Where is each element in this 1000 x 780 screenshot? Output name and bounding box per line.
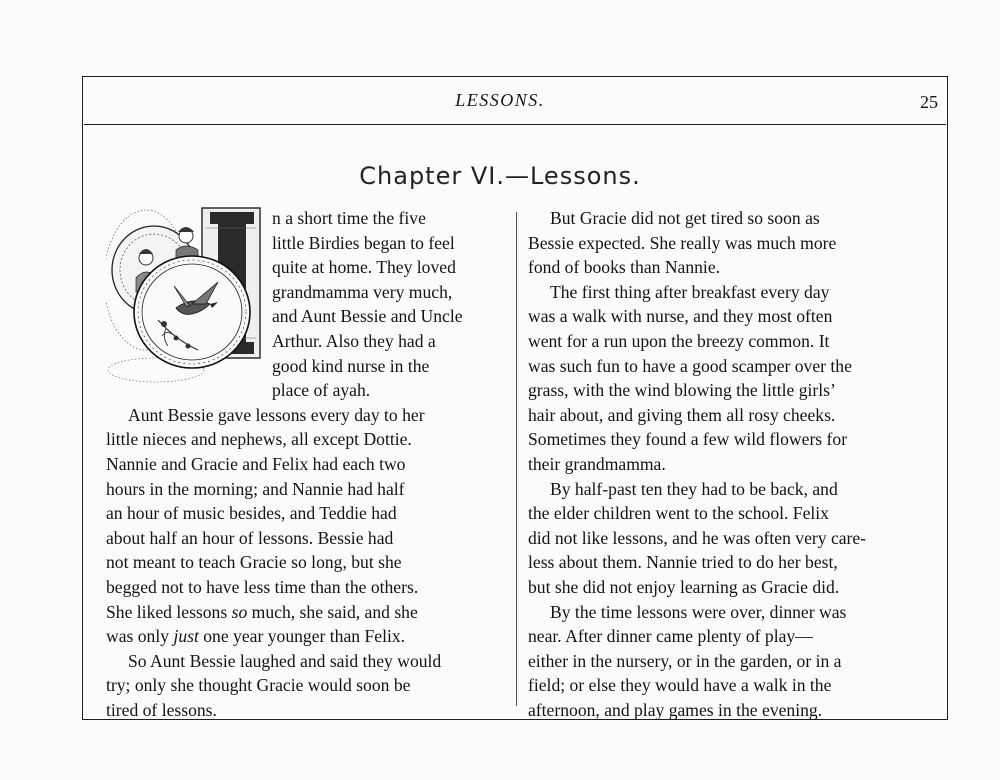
text-line: quite at home. They loved xyxy=(272,257,456,278)
text-line: grandmamma very much, xyxy=(272,281,453,302)
text-line: good kind nurse in the xyxy=(272,355,430,376)
text-line: begged not to have less time than the others. xyxy=(106,576,419,597)
text-line: an hour of music besides, and Teddie had xyxy=(106,503,397,524)
text-line: not meant to teach Gracie so long, but she xyxy=(106,552,402,573)
right-column xyxy=(528,206,926,722)
text-line: Bessie expected. She really was much more xyxy=(528,232,837,253)
text-line: The first thing after breakfast every day xyxy=(550,281,830,302)
text-line: fond of books than Nannie. xyxy=(528,257,721,278)
text-line: Nannie and Gracie and Felix had each two xyxy=(106,453,406,474)
text-line: By half-past ten they had to be back, and xyxy=(550,478,838,499)
text-fragment: much, she said, and she xyxy=(247,601,418,622)
text-line: Aunt Bessie gave lessons every day to her xyxy=(128,404,425,425)
emphasis: just xyxy=(173,626,199,647)
emphasis: so xyxy=(231,601,248,622)
text-line: But Gracie did not get tired so soon as xyxy=(550,208,820,228)
text-line: hours in the morning; and Nannie had half xyxy=(106,478,405,499)
text-line: little nieces and nephews, all except Dottie. xyxy=(106,429,412,450)
paragraph xyxy=(106,649,508,723)
text-line: try; only she thought Gracie would soon be xyxy=(106,675,411,696)
text-line: By the time lessons were over, dinner was xyxy=(550,601,847,622)
text-line: and Aunt Bessie and Uncle xyxy=(272,306,463,327)
text-line: either in the nursery, or in the garden, or in a xyxy=(528,650,842,671)
text-line: was such fun to have a good scamper over the xyxy=(528,355,852,376)
running-head: LESSONS. xyxy=(455,90,545,110)
text-fragment: one year younger than Felix. xyxy=(198,626,406,647)
text-line: tired of lessons. xyxy=(106,699,217,720)
paragraph xyxy=(528,600,926,723)
text-line: near. After dinner came plenty of play— xyxy=(528,626,813,647)
text-line: did not like lessons, and he was often very care- xyxy=(528,527,867,548)
text-line: Sometimes they found a few wild flowers for xyxy=(528,429,848,450)
text-line: went for a run upon the breezy common. It xyxy=(528,330,830,351)
text-line: n a short time the five xyxy=(272,208,426,228)
text-line: less about them. Nannie tried to do her best, xyxy=(528,552,838,573)
decorative-initial-illustration xyxy=(106,200,266,390)
paragraph xyxy=(528,206,926,280)
dropcap-illustration xyxy=(106,200,266,390)
text-fragment: was only xyxy=(106,626,174,647)
text-line: place of ayah. xyxy=(272,380,371,401)
paragraph xyxy=(106,403,508,649)
text-fragment: She liked lessons xyxy=(106,601,232,622)
text-line: afternoon, and play games in the evening. xyxy=(528,699,823,720)
text-line: the elder children went to the school. Felix xyxy=(528,503,829,524)
paragraph xyxy=(528,280,926,477)
text-line: field; or else they would have a walk in the xyxy=(528,675,832,696)
column-divider xyxy=(516,212,517,706)
page-number: 25 xyxy=(920,92,938,112)
text-line: their grandmamma. xyxy=(528,453,666,474)
text-line: about half an hour of lessons. Bessie had xyxy=(106,527,394,548)
text-line: Arthur. Also they had a xyxy=(272,330,436,351)
text-line: little Birdies began to feel xyxy=(272,232,455,253)
left-column xyxy=(106,206,508,722)
header-rule xyxy=(84,124,946,125)
text-line: hair about, and giving them all rosy cheeks. xyxy=(528,404,836,425)
text-line: So Aunt Bessie laughed and said they would xyxy=(128,650,442,671)
text-line: was a walk with nurse, and they most often xyxy=(528,306,833,327)
text-line: grass, with the wind blowing the little girls’ xyxy=(528,380,836,401)
text-line: but she did not enjoy learning as Gracie did. xyxy=(528,576,840,597)
chapter-title: Chapter VI.—Lessons. xyxy=(359,162,641,190)
paragraph xyxy=(528,477,926,600)
